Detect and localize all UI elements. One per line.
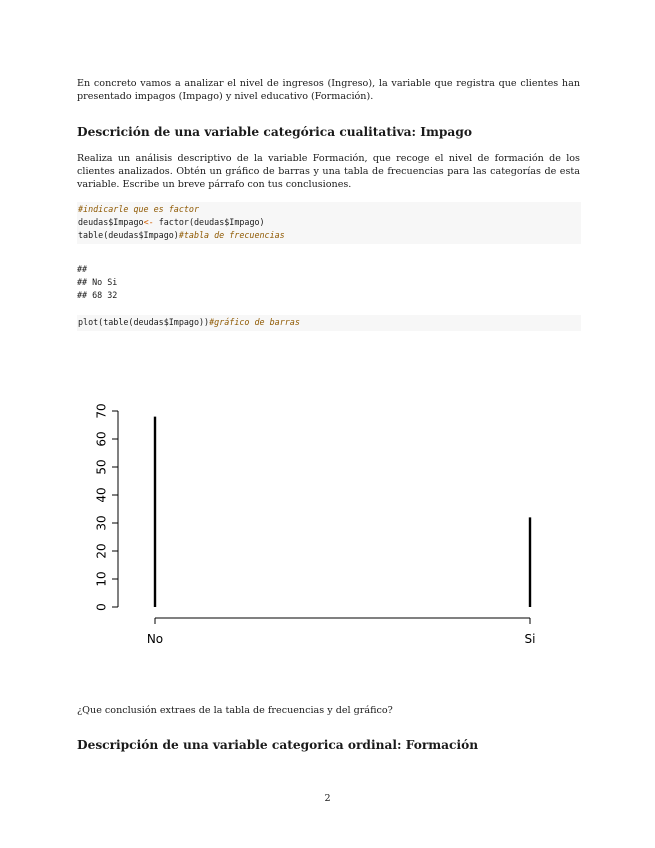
intro-paragraph: En concreto vamos a analizar el nivel de ingresos (Ingreso), la variable que registra que clientes han presentado impagos (Impago) y nivel educativo (Formación). [77,78,580,102]
code-block-plot [77,315,581,331]
code-output [77,263,117,302]
x-tick-label: No [146,632,164,646]
output-line: ## [77,264,88,274]
code-comment: #gráfico de barras [209,317,300,327]
y-tick-label: 60 [94,431,109,447]
bar-chart [70,390,570,660]
y-axis [95,403,119,610]
x-axis [147,618,536,646]
output-line: ## No Si [77,277,118,287]
y-tick-label: 10 [94,571,109,587]
code-plot-call: plot(table(deudas$Impago)) [78,317,210,327]
x-tick-label: Si [524,632,536,646]
y-tick-label: 0 [94,603,109,611]
y-tick-label: 20 [94,543,109,559]
output-line: ## 68 32 [77,290,118,300]
question-paragraph: ¿Que conclusión extraes de la tabla de frecuencias y del gráfico? [77,705,393,716]
bars [155,417,530,607]
y-tick-label: 50 [94,459,109,475]
page-number: 2 [324,793,331,804]
code-rhs: factor(deudas$Impago) [153,217,265,227]
code-assign-operator: <- [143,217,154,227]
section-impago-paragraph: Realiza un análisis descriptivo de la variable Formación, que recoge el nivel de formación de los clientes analizados. Obtén un gráfico de barras y una tabla de frecuencias para las categorías de esta variable. Escribe un breve párrafo con tus conclusiones. [77,153,580,190]
code-table-call: table(deudas$Impago) [78,230,179,240]
code-comment: #tabla de frecuencias [178,230,285,240]
section-heading-formacion: Descripción de una variable categorica ordinal: Formación [77,738,479,752]
code-lhs: deudas$Impago [78,217,144,227]
y-tick-label: 40 [94,487,109,503]
y-tick-label: 30 [94,515,109,531]
y-tick-label: 70 [94,403,109,419]
code-comment: #indicarle que es factor [78,204,200,214]
code-block-table [77,202,581,244]
section-heading-impago: Descrición de una variable categórica cualitativa: Impago [77,125,472,139]
